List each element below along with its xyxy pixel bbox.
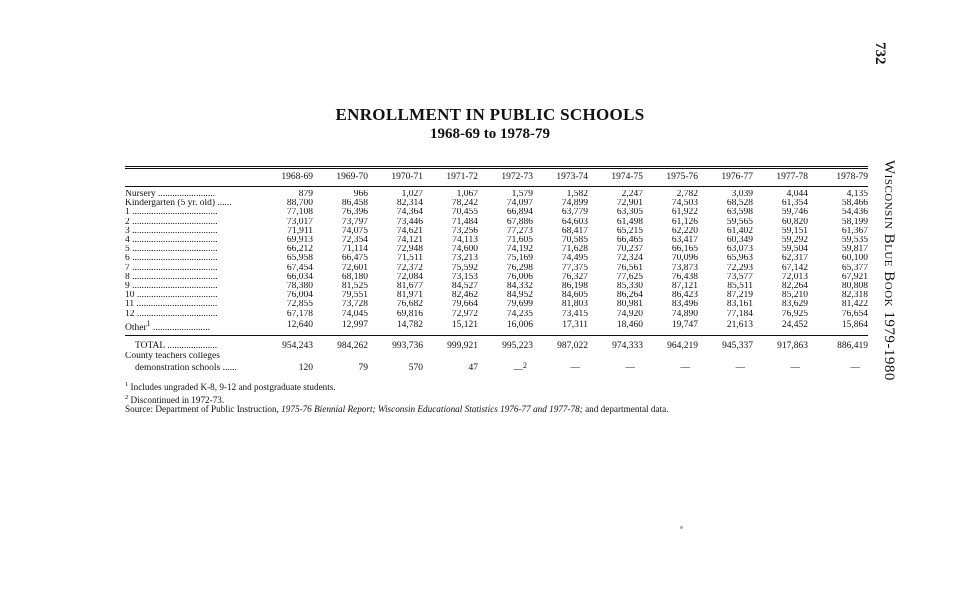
table-cell: 60,100: [841, 254, 868, 264]
table-cell: 70,455: [451, 208, 478, 218]
table-cell: 62,317: [781, 254, 808, 264]
table-cell: 72,972: [451, 309, 478, 319]
total-cell: 974,333: [612, 341, 643, 352]
total-cell: 964,219: [667, 341, 698, 352]
table-cell: 84,527: [451, 282, 478, 292]
table-cell: 85,330: [616, 282, 643, 292]
table-cell: 71,511: [397, 254, 423, 264]
row-label: [125, 273, 258, 282]
total-cell: 995,223: [502, 341, 533, 352]
table-cell: 74,075: [341, 226, 368, 236]
empty-cell: [533, 352, 588, 361]
county-value: —: [513, 365, 524, 376]
table-cell: 63,598: [726, 208, 753, 218]
table-cell: 19,747: [671, 320, 698, 331]
table-cell: 81,422: [841, 300, 868, 310]
row-label: [125, 190, 258, 199]
table-cell: 70,237: [616, 245, 643, 255]
table-cell: 58,466: [841, 199, 868, 209]
table-cell: 71,114: [342, 245, 368, 255]
table-cell: 67,178: [286, 309, 313, 319]
row-label: [125, 300, 258, 309]
table-cell: 73,728: [341, 300, 368, 310]
table-cell: 74,113: [452, 236, 478, 246]
table-cell: 72,901: [616, 199, 643, 209]
row-label-text: 4 ....................................: [125, 236, 218, 246]
table-cell: 18,460: [616, 320, 643, 331]
table-cell: 1,027: [401, 190, 423, 199]
scan-speck: [680, 526, 683, 529]
row-label-text: 7 ....................................: [125, 263, 218, 273]
table-cell: 70,585: [561, 236, 588, 246]
table-cell: 77,375: [561, 263, 588, 273]
county-cell: [533, 361, 588, 375]
table-cell: 71,628: [561, 245, 588, 255]
source-prefix: Source: Department of Public Instruction,: [125, 404, 282, 415]
table-cell: 77,273: [506, 226, 533, 236]
table-row: [125, 273, 868, 282]
empty-cell: [588, 352, 643, 361]
table-cell: 82,318: [841, 291, 868, 301]
column-header: 1968-69: [281, 172, 313, 183]
table-cell: 67,921: [841, 272, 868, 282]
page-number: 732: [872, 42, 888, 65]
table-cell: 59,565: [726, 217, 753, 227]
table-cell: 59,151: [781, 226, 808, 236]
table-cell: 72,948: [396, 245, 423, 255]
county-cell: [478, 361, 533, 375]
row-label: [125, 254, 258, 263]
table-cell: 73,213: [451, 254, 478, 264]
table-cell: 84,952: [506, 291, 533, 301]
row-label-text: 2 ....................................: [125, 217, 218, 227]
county-cell: [258, 361, 313, 375]
table-cell: 61,402: [726, 226, 753, 236]
county-cell: [753, 361, 808, 375]
top-rule: [125, 166, 868, 167]
top-rule-double: [125, 168, 868, 169]
table-cell: 72,013: [781, 272, 808, 282]
empty-cell: [753, 352, 808, 361]
table-cell: 61,367: [841, 226, 868, 236]
county-cell: [698, 361, 753, 375]
table-cell: 83,496: [671, 300, 698, 310]
table-cell: 65,377: [841, 263, 868, 273]
table-cell: 74,495: [561, 254, 588, 264]
row-label-text: 1 ....................................: [125, 208, 218, 218]
table-cell: 68,528: [726, 199, 753, 209]
table-cell: 966: [353, 190, 368, 199]
table-header: [125, 170, 868, 186]
table-cell: 86,264: [616, 291, 643, 301]
row-label: [125, 245, 258, 254]
row-label: [125, 208, 258, 217]
table-cell: 77,625: [616, 272, 643, 282]
table-cell: 76,561: [616, 263, 643, 273]
empty-cell: [808, 352, 868, 361]
county-cell: [643, 361, 698, 375]
table-cell: 82,314: [396, 199, 423, 209]
table-row: [125, 282, 868, 291]
table-cell: 73,446: [396, 217, 423, 227]
row-label: [125, 218, 258, 227]
column-header-row: [125, 170, 868, 186]
table-row: [125, 208, 868, 217]
total-cell: 984,262: [337, 341, 368, 352]
empty-cell: [478, 352, 533, 361]
table-cell: 74,364: [396, 208, 423, 218]
table-cell: 66,034: [286, 272, 313, 282]
table-cell: 59,746: [781, 208, 808, 218]
table-cell: 72,372: [396, 263, 423, 273]
county-cell: [313, 361, 368, 375]
row-label-text: 6 ....................................: [125, 254, 218, 264]
table-cell: 74,235: [506, 309, 533, 319]
total-cell: 917,863: [777, 341, 808, 352]
table-cell: 61,126: [671, 217, 698, 227]
empty-cell: [643, 352, 698, 361]
table-cell: 79,551: [341, 291, 368, 301]
table-cell: 2,782: [676, 190, 698, 199]
table-row: [125, 236, 868, 245]
table-cell: 66,165: [671, 245, 698, 255]
county-row-label: [125, 352, 868, 361]
footnote-mark: 1: [146, 318, 151, 328]
total-cell: 886,419: [837, 341, 868, 352]
table-row: [125, 310, 868, 319]
table-cell: 61,498: [616, 217, 643, 227]
table-cell: 66,475: [341, 254, 368, 264]
table-cell: 74,890: [671, 309, 698, 319]
county-cell: [423, 361, 478, 375]
table-cell: 73,577: [726, 272, 753, 282]
table-cell: 54,436: [841, 208, 868, 218]
column-header: 1975-76: [666, 172, 698, 183]
table-cell: 75,592: [451, 263, 478, 273]
table-cell: 74,097: [506, 199, 533, 209]
table-cell: 84,605: [561, 291, 588, 301]
footnotes: [125, 380, 669, 415]
spacer-row: [125, 333, 868, 341]
table-cell: 71,911: [287, 226, 313, 236]
row-label-text: Kindergarten (5 yr. old) ......: [125, 199, 232, 209]
county-value: 570: [408, 362, 423, 373]
footnote-text: Discontinued in 1972-73.: [128, 394, 225, 405]
county-value: —: [680, 362, 690, 373]
table-cell: 77,108: [286, 208, 313, 218]
table-cell: 79,699: [506, 300, 533, 310]
table-cell: 73,153: [451, 272, 478, 282]
table-cell: 59,292: [781, 236, 808, 246]
table-cell: 68,417: [561, 226, 588, 236]
table-row: [125, 300, 868, 309]
county-cell: [808, 361, 868, 375]
table-cell: 4,044: [786, 190, 808, 199]
table-cell: 81,677: [396, 282, 423, 292]
row-label: [125, 227, 258, 236]
table-cell: 74,192: [506, 245, 533, 255]
empty-cell: [423, 352, 478, 361]
table-cell: 74,621: [396, 226, 423, 236]
table-cell: 60,349: [726, 236, 753, 246]
row-label: [125, 319, 258, 333]
table-cell: 78,380: [286, 282, 313, 292]
table-cell: 12,997: [341, 320, 368, 331]
row-label-text: 8 ....................................: [125, 272, 218, 282]
county-value: 79: [358, 362, 368, 373]
table-cell: 79,664: [451, 300, 478, 310]
table-cell: 66,212: [286, 245, 313, 255]
table-cell: 63,305: [616, 208, 643, 218]
table-cell: 86,458: [341, 199, 368, 209]
county-value: —: [850, 362, 860, 373]
source-suffix: and departmental data.: [582, 404, 669, 415]
footnote-mark: 1: [125, 381, 129, 388]
table-row: [125, 190, 868, 199]
table-row: [125, 264, 868, 273]
total-cell: 987,022: [557, 341, 588, 352]
table-cell: 73,797: [341, 217, 368, 227]
table-cell: 24,452: [781, 320, 808, 331]
table-cell: 74,121: [396, 236, 423, 246]
footnote-1: [125, 380, 669, 393]
page-title: ENROLLMENT IN PUBLIC SCHOOLS: [335, 105, 645, 124]
column-header: 1971-72: [446, 172, 478, 183]
table-cell: 59,817: [841, 245, 868, 255]
table-cell: 65,963: [726, 254, 753, 264]
table-cell: 82,264: [781, 282, 808, 292]
column-header: 1972-73: [501, 172, 533, 183]
empty-cell: [258, 352, 313, 361]
table-cell: 67,454: [286, 263, 313, 273]
table-cell: 73,873: [671, 263, 698, 273]
total-cell: 999,921: [447, 341, 478, 352]
table-cell: 17,311: [562, 320, 588, 331]
row-label-text: 5 ....................................: [125, 245, 218, 255]
row-label-text: 12 ..................................: [125, 309, 218, 319]
county-value: 120: [298, 362, 313, 373]
table-cell: 67,886: [506, 217, 533, 227]
table-row: [125, 199, 868, 208]
table-row: [125, 319, 868, 333]
total-label: TOTAL .....................: [135, 341, 218, 352]
column-header: 1978-79: [836, 172, 868, 183]
table-cell: 63,417: [671, 236, 698, 246]
table-cell: 66,465: [616, 236, 643, 246]
table-cell: 72,084: [396, 272, 423, 282]
table-cell: 72,855: [286, 300, 313, 310]
total-row: [125, 341, 868, 352]
table-cell: 12,640: [286, 320, 313, 331]
county-label-line2: demonstration schools ......: [135, 362, 237, 373]
county-value: —: [735, 362, 745, 373]
table-cell: 73,017: [286, 217, 313, 227]
row-label-text: Other: [125, 323, 147, 333]
table-cell: 16,006: [506, 320, 533, 331]
table-cell: 76,396: [341, 208, 368, 218]
county-cell: [588, 361, 643, 375]
table-cell: 76,654: [841, 309, 868, 319]
table-cell: 81,525: [341, 282, 368, 292]
table-cell: 65,958: [286, 254, 313, 264]
table-cell: 82,462: [451, 291, 478, 301]
table-cell: 86,198: [561, 282, 588, 292]
total-cell: 954,243: [282, 341, 313, 352]
table-cell: 74,503: [671, 199, 698, 209]
table-cell: 65,215: [616, 226, 643, 236]
table-cell: 62,220: [671, 226, 698, 236]
county-value: —: [790, 362, 800, 373]
row-label-text: 11 ..................................: [125, 300, 218, 310]
table-cell: 1,579: [511, 190, 533, 199]
table-cell: 77,184: [726, 309, 753, 319]
row-label-text: Nursery ........................: [125, 190, 215, 199]
table-cell: 75,169: [506, 254, 533, 264]
source-publications: 1975-76 Biennial Report; Wisconsin Educational Statistics 1976-77 and 1977-78;: [281, 404, 583, 415]
table-body: [125, 186, 868, 376]
table-cell: 2,247: [621, 190, 643, 199]
county-row: [125, 361, 868, 375]
table-cell: 63,073: [726, 245, 753, 255]
county-value: —: [570, 362, 580, 373]
table-cell: 1,582: [566, 190, 588, 199]
table-cell: 72,354: [341, 236, 368, 246]
table-cell: 67,142: [781, 263, 808, 273]
enrollment-table: [125, 170, 868, 376]
empty-cell: [368, 352, 423, 361]
column-header: 1974-75: [611, 172, 643, 183]
empty-cell: [698, 352, 753, 361]
table-cell: 78,242: [451, 199, 478, 209]
table-cell: 76,682: [396, 300, 423, 310]
row-label-text: 10 ..................................: [125, 291, 218, 301]
table-cell: 73,415: [561, 309, 588, 319]
empty-cell: [313, 352, 368, 361]
table-cell: 83,161: [726, 300, 753, 310]
table-cell: 70,096: [671, 254, 698, 264]
row-label: [125, 199, 258, 208]
title-block: [230, 105, 750, 143]
table-cell: 64,603: [561, 217, 588, 227]
table-cell: 14,782: [396, 320, 423, 331]
table-cell: 72,293: [726, 263, 753, 273]
table-cell: 61,354: [781, 199, 808, 209]
footnote-text: Includes ungraded K-8, 9-12 and postgraduate students.: [128, 382, 336, 393]
county-value: —: [625, 362, 635, 373]
table-cell: 85,511: [727, 282, 753, 292]
table-cell: 21,613: [726, 320, 753, 331]
table-cell: 60,820: [781, 217, 808, 227]
table-row: [125, 254, 868, 263]
table-cell: 87,121: [671, 282, 698, 292]
running-side-title: Wisconsin Blue Book 1979-1980: [881, 160, 897, 381]
stub-header: [125, 170, 258, 186]
table-cell: 879: [298, 190, 313, 199]
table-cell: 15,121: [451, 320, 478, 331]
table-cell: 84,332: [506, 282, 533, 292]
row-label: [125, 264, 258, 273]
footnote-mark: 2: [125, 393, 129, 401]
table-cell: 76,298: [506, 263, 533, 273]
table-cell: 63,779: [561, 208, 588, 218]
table-cell: 76,006: [506, 272, 533, 282]
page-subtitle: 1968-69 to 1978-79: [430, 126, 550, 142]
source-note: [125, 405, 669, 415]
column-header: 1976-77: [721, 172, 753, 183]
table-cell: 59,535: [841, 236, 868, 246]
row-label: [125, 310, 258, 319]
total-cell: 993,736: [392, 341, 423, 352]
column-header: 1969-70: [336, 172, 368, 183]
table-cell: 71,605: [506, 236, 533, 246]
table-cell: 58,199: [841, 217, 868, 227]
table-cell: 15,864: [841, 320, 868, 331]
table-cell: 74,899: [561, 199, 588, 209]
table-cell: 69,816: [396, 309, 423, 319]
table-cell: 72,324: [616, 254, 643, 264]
table-cell: 3,039: [731, 190, 753, 199]
table-cell: 68,180: [341, 272, 368, 282]
table-cell: 76,925: [781, 309, 808, 319]
table-cell: 66,894: [506, 208, 533, 218]
table-cell: 72,601: [341, 263, 368, 273]
table-row: [125, 245, 868, 254]
total-cell: 945,337: [722, 341, 753, 352]
table-cell: 74,045: [341, 309, 368, 319]
table-cell: 81,803: [561, 300, 588, 310]
table-cell: 74,600: [451, 245, 478, 255]
table-cell: 85,210: [781, 291, 808, 301]
county-value: 47: [468, 362, 478, 373]
table-row: [125, 227, 868, 236]
table-cell: 80,981: [616, 300, 643, 310]
table-row: [125, 291, 868, 300]
county-label-line1: County teachers colleges: [125, 352, 220, 362]
table-cell: 81,971: [396, 291, 423, 301]
footnote-mark: 2: [523, 361, 527, 371]
row-label-leader: ........................: [150, 323, 210, 333]
table-cell: 59,504: [781, 245, 808, 255]
table-cell: 87,219: [726, 291, 753, 301]
row-label: [125, 291, 258, 300]
row-label-text: 3 ....................................: [125, 226, 218, 236]
column-header: 1977-78: [776, 172, 808, 183]
table-cell: 71,484: [451, 217, 478, 227]
table-cell: 86,423: [671, 291, 698, 301]
table-cell: 76,438: [671, 272, 698, 282]
table-cell: 61,922: [671, 208, 698, 218]
table-cell: 73,256: [451, 226, 478, 236]
table-cell: 88,700: [286, 199, 313, 209]
table-cell: 83,629: [781, 300, 808, 310]
table-row: [125, 218, 868, 227]
table-cell: 76,004: [286, 291, 313, 301]
table-cell: 4,135: [846, 190, 868, 199]
table-cell: 1,067: [456, 190, 478, 199]
column-header: 1973-74: [556, 172, 588, 183]
table-cell: 80,808: [841, 282, 868, 292]
table-cell: 69,913: [286, 236, 313, 246]
row-label-text: 9 ....................................: [125, 282, 218, 292]
row-label: [125, 282, 258, 291]
table-cell: 74,920: [616, 309, 643, 319]
row-label: [125, 236, 258, 245]
county-cell: [368, 361, 423, 375]
column-header: 1970-71: [391, 172, 423, 183]
table-cell: 76,327: [561, 272, 588, 282]
